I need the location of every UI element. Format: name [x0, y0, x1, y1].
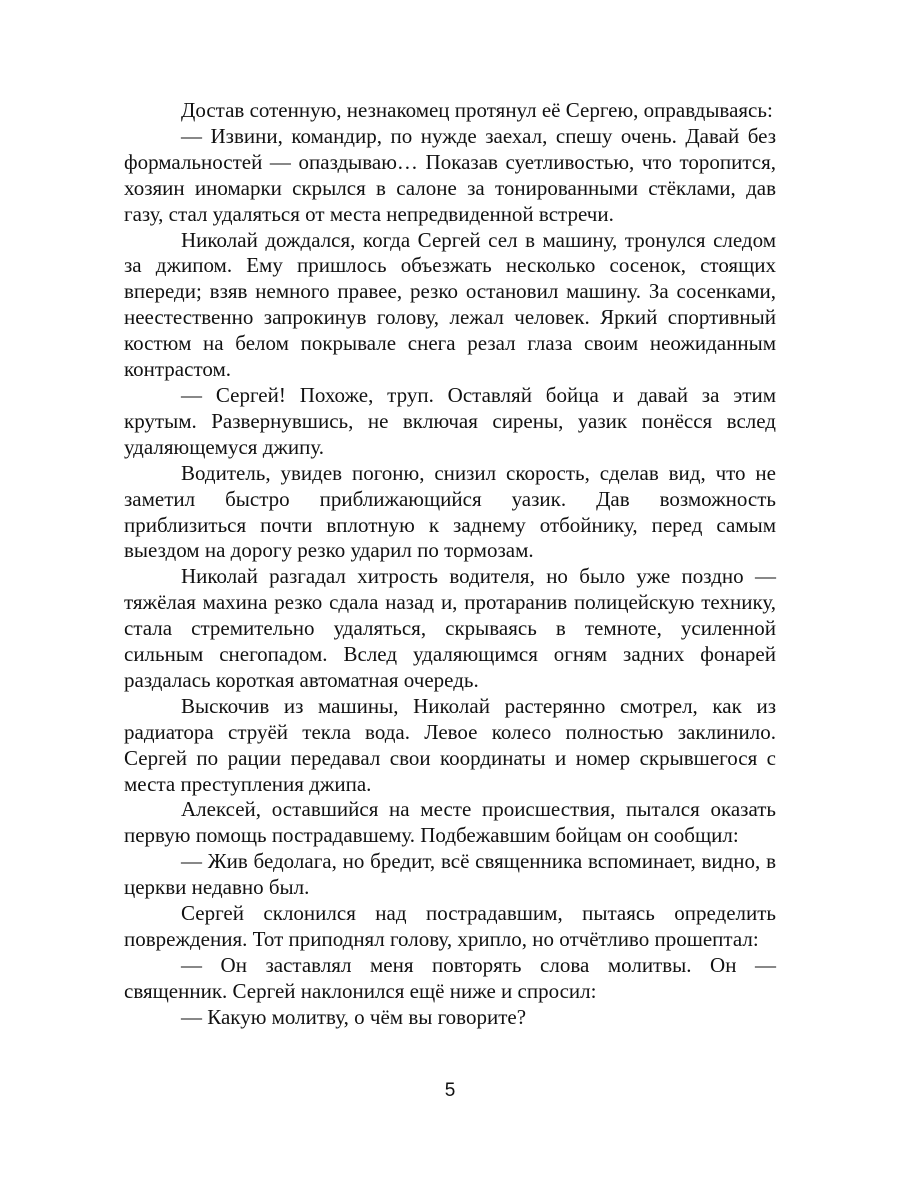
paragraph: Николай дождался, когда Сергей сел в машину, тронулся следом за джипом. Ему пришлось объезжать несколько сосенок, стоящих впереди; взяв немного правее, резко остановил машину. За сосенками, неестественно запрокинув голову, лежал человек. Яркий спортивный костюм на белом покрывале снега резал глаза своим неожиданным контрастом.: [124, 227, 776, 382]
paragraph: — Какую молитву, о чём вы говорите?: [181, 1004, 527, 1029]
page-number: 5: [444, 1080, 456, 1101]
paragraph: Водитель, увидев погоню, снизил скорость, сделав вид, что не заметил быстро приближающийся уазик. Дав возможность приблизиться почти вплотную к заднему отбойнику, перед самым выездом на дорогу резко ударил по тормозам.: [124, 460, 776, 563]
paragraph: Сергей склонился над пострадавшим, пытаясь определить повреждения. Тот приподнял голову, хрипло, но отчётливо прошептал:: [124, 901, 776, 951]
paragraph: Николай разгадал хитрость водителя, но было уже поздно — тяжёлая махина резко сдала назад и, протаранив полицейскую технику, стала стремительно удаляться, скрываясь в темноте, усиленной сильным снегопадом. Вслед удаляющимся огням задних фонарей раздалась короткая автоматная очередь.: [124, 564, 776, 692]
paragraph: Алексей, оставшийся на месте происшествия, пытался оказать первую помощь пострадавшему. Подбежавшим бойцам он сообщил:: [124, 797, 776, 848]
paragraph: Достав сотенную, незнакомец протянул её Сергею, оправдываясь:: [181, 98, 773, 122]
paragraph: — Он заставлял меня повторять слова молитвы. Он — священник. Сергей наклонился ещё ниже и спросил:: [124, 952, 776, 1003]
paragraph: Выскочив из машины, Николай растерянно смотрел, как из радиатора струёй текла вода. Левое колесо полностью заклинило. Сергей по рации передавал свои координаты и номер скрывшегося с места преступления джипа.: [124, 693, 776, 796]
body-text: [124, 98, 776, 1031]
paragraph: — Извини, командир, по нужде заехал, спешу очень. Давай без формальностей — опаздываю… Показав суетливостью, что торопится, хозяин иномарки скрылся в салоне за тонированными стёклами, дав газу, стал удаляться от места непредвиденной встречи.: [124, 123, 776, 226]
paragraph: — Жив бедолага, но бредит, всё священника вспоминает, видно, в церкви недавно был.: [124, 849, 776, 900]
paragraph: — Сергей! Похоже, труп. Оставляй бойца и давай за этим крутым. Развернувшись, не включая сирены, уазик понёсся вслед удаляющемуся джипу.: [124, 382, 776, 459]
